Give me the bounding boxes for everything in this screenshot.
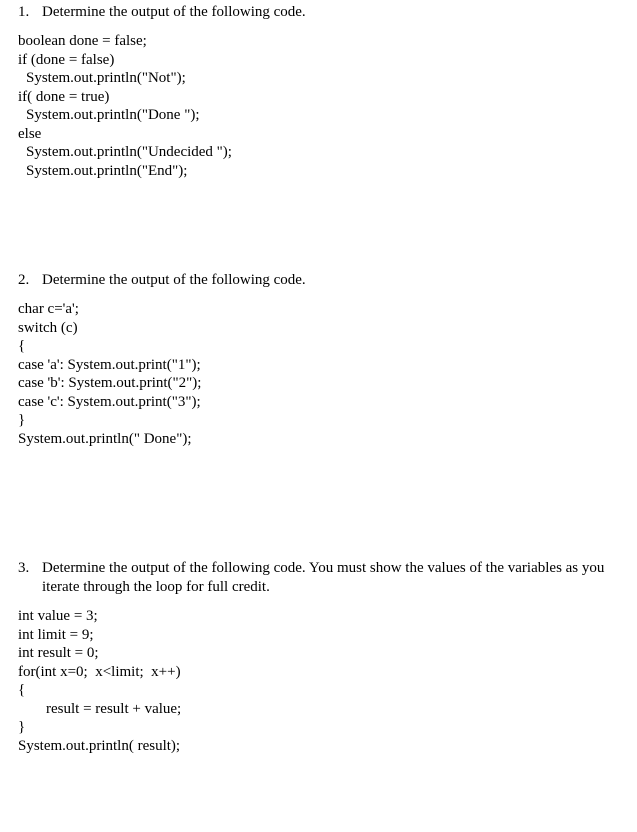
code-line: System.out.println( result); — [18, 737, 181, 754]
code-line: case 'c': System.out.print("3"); — [18, 393, 201, 410]
code-line: for(int x=0; x<limit; x++) — [18, 663, 181, 680]
code-line: case 'a': System.out.print("1"); — [18, 356, 201, 373]
code-line: int limit = 9; — [18, 626, 94, 643]
question-3 — [18, 559, 618, 755]
code-line: char c='a'; — [18, 301, 79, 317]
code-line: else — [18, 125, 42, 142]
code-line: boolean done = false; — [18, 33, 147, 49]
question-prompt: Determine the output of the following code. — [42, 272, 306, 288]
code-line: System.out.println("Done "); — [26, 107, 200, 123]
code-line: { — [18, 682, 26, 698]
code-line: { — [18, 338, 26, 354]
question-number: 1. — [18, 4, 30, 20]
question-number: 2. — [18, 272, 30, 288]
code-line: } — [18, 412, 26, 428]
question-header — [18, 3, 618, 22]
code-line: int result = 0; — [18, 645, 99, 661]
question-prompt: Determine the output of the following code. You must show the values of the variables as you iterate through the loop for full credit. — [42, 560, 605, 595]
code-line: System.out.println("Undecided "); — [26, 144, 232, 160]
code-line: int value = 3; — [18, 608, 98, 624]
code-block — [18, 607, 618, 755]
code-line: } — [18, 719, 26, 735]
question-header — [18, 559, 618, 597]
code-line: System.out.println("Not"); — [26, 70, 186, 86]
code-block — [18, 300, 618, 448]
question-prompt: Determine the output of the following code. — [42, 4, 306, 20]
code-line: switch (c) — [18, 319, 78, 336]
code-line: if( done = true) — [18, 88, 110, 105]
question-1 — [18, 3, 618, 180]
question-number: 3. — [18, 560, 30, 576]
code-line: case 'b': System.out.print("2"); — [18, 375, 202, 391]
code-line: System.out.println(" Done"); — [18, 430, 192, 447]
code-line: System.out.println("End"); — [26, 162, 188, 179]
code-line: if (done = false) — [18, 51, 115, 68]
code-block — [18, 32, 618, 180]
question-header — [18, 271, 618, 290]
code-line: result = result + value; — [46, 700, 182, 717]
question-2 — [18, 271, 618, 448]
